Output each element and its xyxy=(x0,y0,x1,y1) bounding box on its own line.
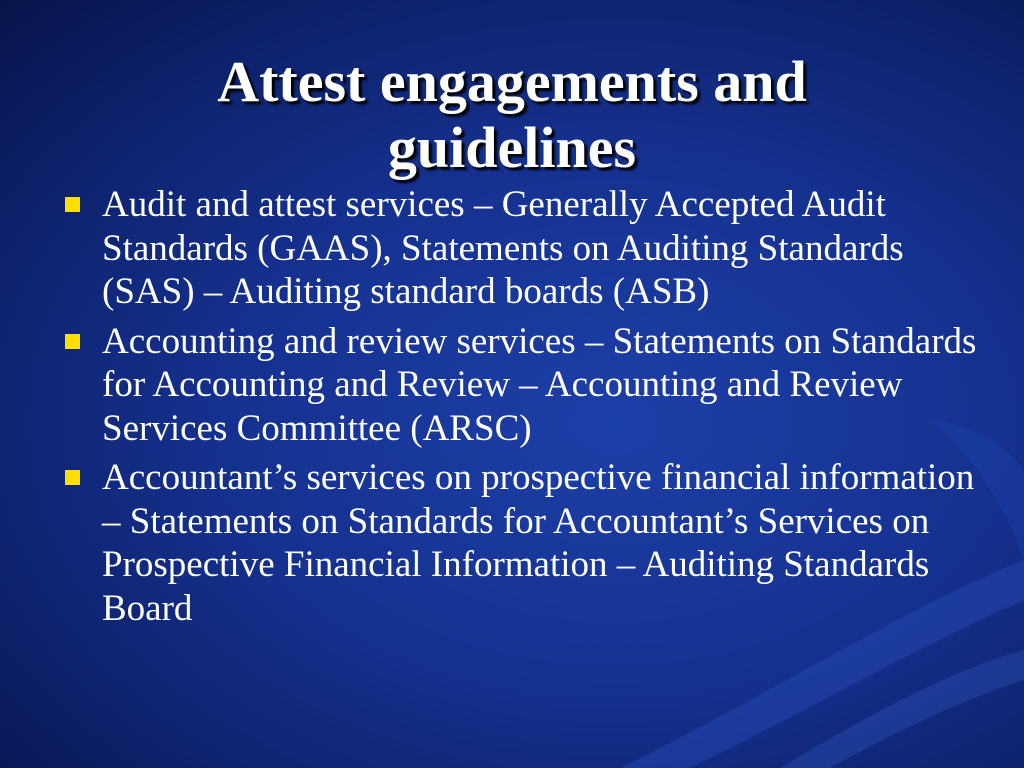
title-line-1: Attest engagements and xyxy=(217,48,807,114)
swoosh-band-2 xyxy=(780,650,1024,768)
slide-title xyxy=(0,49,1024,181)
square-bullet-icon xyxy=(65,470,80,485)
bullet-text-prospective: Accountant’s services on prospective financial information – Statements on Standards for Accountant’s Services on Prospective Financial Information – Auditing Standards Board xyxy=(102,457,975,629)
bullet-item-audit xyxy=(58,183,978,314)
square-bullet-icon xyxy=(65,334,80,349)
square-bullet-icon xyxy=(65,197,80,212)
bullet-item-prospective xyxy=(58,456,978,630)
title-line-2: guidelines xyxy=(387,114,637,180)
bullet-text-audit: Audit and attest services – Generally Accepted Audit Standards (GAAS), Statements on Auditing Standards (SAS) – Auditing standard boards (ASB) xyxy=(102,184,904,312)
bullet-text-accounting-review: Accounting and review services – Statements on Standards for Accounting and Review – Accounting and Review Services Committee (ARSC) xyxy=(102,320,977,449)
bullet-list xyxy=(58,183,978,636)
bullet-item-accounting-review xyxy=(58,320,978,451)
